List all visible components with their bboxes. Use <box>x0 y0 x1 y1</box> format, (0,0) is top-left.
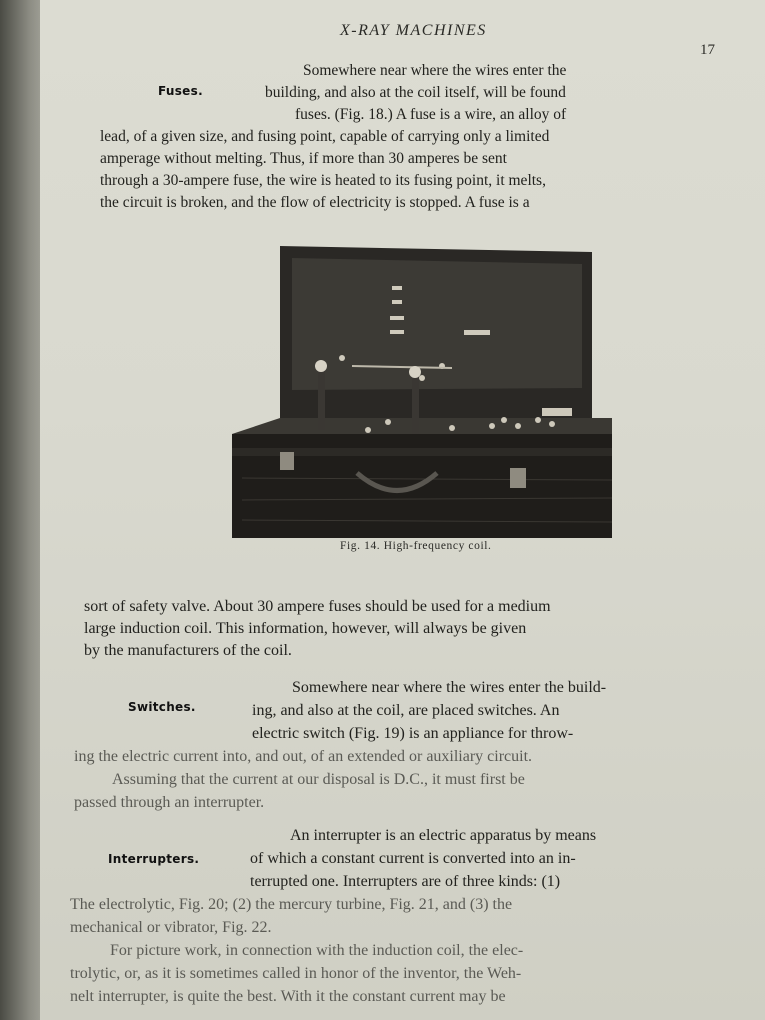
sidehead-fuses: Fuses. <box>158 84 203 98</box>
book-page <box>40 0 765 1020</box>
paragraph-fuses <box>100 60 566 214</box>
text-line: passed through an interrupter. <box>74 794 265 811</box>
text-line: Somewhere near where the wires enter the <box>303 62 567 79</box>
text-line: electric switch (Fig. 19) is an appliance for throw- <box>252 725 574 742</box>
figure-high-frequency-coil <box>192 238 612 548</box>
running-head: X-RAY MACHINES <box>340 22 487 39</box>
sidehead-switches: Switches. <box>128 700 196 714</box>
text-line: nelt interrupter, is quite the best. With it the constant current may be <box>70 988 506 1005</box>
text-line: through a 30-ampere fuse, the wire is heated to its fusing point, it melts, <box>100 172 546 189</box>
text-line: of which a constant current is converted into an in- <box>250 850 576 867</box>
text-line: The electrolytic, Fig. 20; (2) the mercury turbine, Fig. 21, and (3) the <box>70 896 513 913</box>
sidehead-interrupters: Interrupters. <box>108 852 200 866</box>
text-line: Somewhere near where the wires enter the build- <box>292 679 607 696</box>
text-line: fuses. (Fig. 18.) A fuse is a wire, an alloy of <box>295 106 567 123</box>
text-line: Assuming that the current at our disposal is D.C., it must first be <box>112 771 525 788</box>
figure-caption: Fig. 14. High-frequency coil. <box>340 540 492 552</box>
text-line: the circuit is broken, and the flow of electricity is stopped. A fuse is a <box>100 194 530 211</box>
text-line: by the manufacturers of the coil. <box>84 642 292 659</box>
text-line: sort of safety valve. About 30 ampere fuses should be used for a medium <box>84 598 551 615</box>
latch-left <box>280 452 294 470</box>
text-line: building, and also at the coil itself, will be found <box>265 84 566 101</box>
box-top-edge <box>232 418 612 434</box>
paragraph-fuses-continued <box>84 596 551 662</box>
text-line: ing, and also at the coil, are placed switches. An <box>252 702 560 719</box>
text-line: lead, of a given size, and fusing point, capable of carrying only a limited <box>100 128 550 145</box>
text-line: mechanical or vibrator, Fig. 22. <box>70 919 272 936</box>
page-number: 17 <box>700 42 715 58</box>
text-line: amperage without melting. Thus, if more than 30 amperes be sent <box>100 150 507 167</box>
text-line: trolytic, or, as it is sometimes called in honor of the inventor, the Weh- <box>70 965 522 982</box>
text-line: ing the electric current into, and out, of an extended or auxiliary circuit. <box>74 748 533 765</box>
text-line: large induction coil. This information, however, will always be given <box>84 620 527 637</box>
paragraph-switches <box>74 676 606 814</box>
latch-right <box>510 468 526 488</box>
lid-inner-panel <box>292 258 582 390</box>
text-line: An interrupter is an electric apparatus by means <box>290 827 597 844</box>
text-line: For picture work, in connection with the induction coil, the elec- <box>110 942 524 959</box>
paragraph-interrupters <box>70 824 596 1008</box>
text-line: terrupted one. Interrupters are of three kinds: (1) <box>250 873 561 890</box>
